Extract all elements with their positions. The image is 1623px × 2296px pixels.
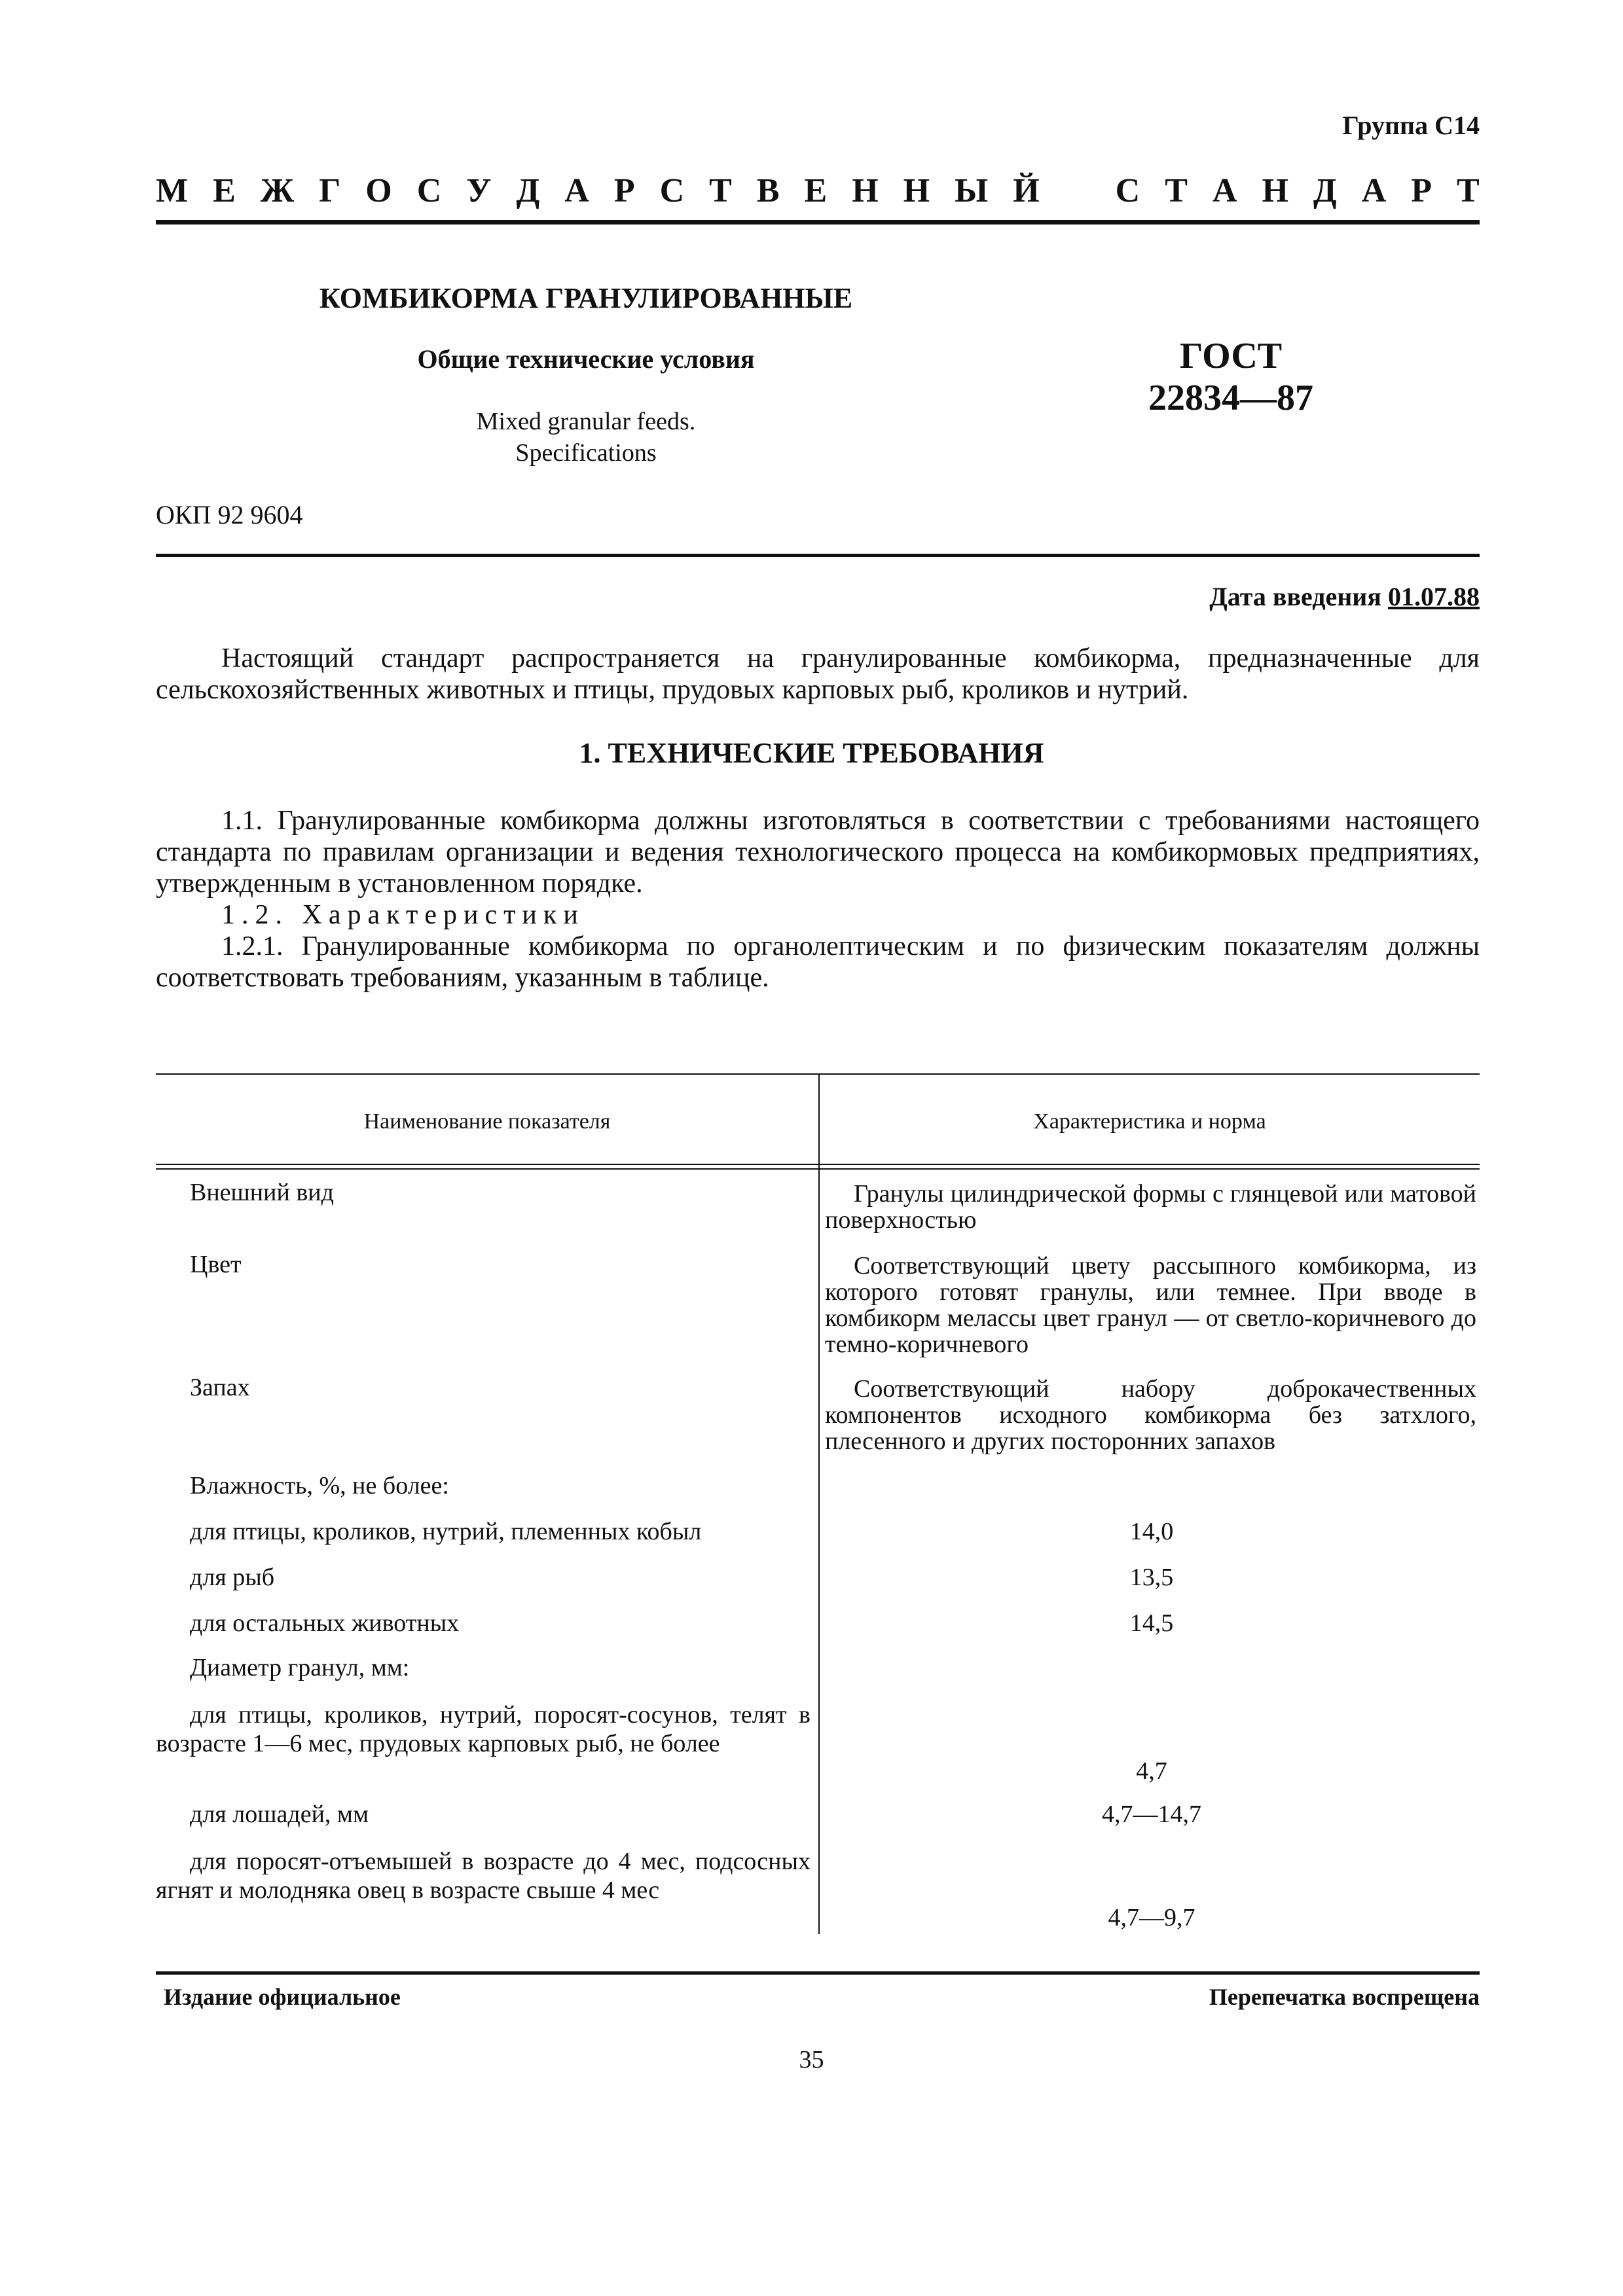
banner-letter: Н	[1262, 172, 1288, 209]
banner-letter: Д	[516, 172, 540, 209]
banner-letter: Т	[1165, 172, 1188, 209]
intro-paragraph: Настоящий стандарт распространяется на гранулированные комбикорма, предназначенные для сельскохозяйственных животных и птицы, прудовых карповых рыб, кроликов и нутрий.	[156, 643, 1480, 705]
banner-letter: У	[466, 172, 492, 209]
official-edition: Издание официальное	[164, 1984, 401, 2010]
footer-rule	[156, 1971, 1480, 1975]
table-row-name: для лошадей, мм	[190, 1801, 369, 1828]
banner-letter: Д	[1313, 172, 1337, 209]
table-row-value: 13,5	[1129, 1564, 1174, 1591]
date-label: Дата введения	[1209, 582, 1381, 611]
banner-letter: Н	[903, 172, 930, 209]
banner-letter: Е	[213, 172, 236, 209]
banner-letter: Н	[852, 172, 879, 209]
gost-number: 22834—87	[1148, 378, 1313, 418]
english-title-line: Mixed granular feeds.	[476, 408, 696, 435]
banner-letter: А	[1212, 172, 1237, 209]
table-row-name: Запах	[190, 1374, 250, 1401]
banner-letter: А	[564, 172, 589, 209]
table-row-name: Диаметр гранул, мм:	[190, 1654, 410, 1681]
document-title: КОМБИКОРМА ГРАНУЛИРОВАННЫЕ	[319, 282, 853, 314]
gost-label: ГОСТ	[1179, 336, 1283, 376]
table-row-value: Соответствующий цвету рассыпного комбикорма, из которого готовят гранулы, или темнее. При вводе в комбикорм мелассы цвет гранул — от светло-коричневого до темно-коричневого	[825, 1252, 1476, 1358]
banner-letter: М	[156, 172, 189, 209]
table-row-value: 14,5	[1129, 1609, 1174, 1637]
gost-designation	[1087, 335, 1375, 419]
section-heading: 1. ТЕХНИЧЕСКИЕ ТРЕБОВАНИЯ	[579, 737, 1044, 769]
clause-1-1: 1.1. Гранулированные комбикорма должны изготовляться в соответствии с требованиями настоящего стандарта по правилам организации и ведения технологического процесса на комбикормовых предприятиях, утвержденным в установленном порядке.	[156, 806, 1480, 899]
english-title	[0, 406, 1172, 469]
title-rule	[156, 554, 1480, 557]
banner-letter: С	[659, 172, 685, 209]
clause-1-2: 1.2. Характеристики	[221, 900, 585, 930]
banner-letter: В	[756, 172, 780, 209]
banner-letter: С	[416, 172, 442, 209]
table-header-rule	[156, 1168, 1480, 1170]
banner-letter: Т	[1457, 172, 1480, 209]
table-header-rule	[156, 1164, 1480, 1165]
table-row-name: для рыб	[190, 1564, 275, 1591]
table-row-value: 4,7	[1136, 1757, 1167, 1785]
banner-letter: С	[1115, 172, 1140, 209]
okp-code: ОКП 92 9604	[156, 500, 303, 529]
table-row-value: Гранулы цилиндрической формы с глянцевой или матовой поверхностью	[825, 1180, 1476, 1234]
banner-letter: Р	[1411, 172, 1432, 209]
banner-letter: Р	[613, 172, 635, 209]
banner-letter: Ж	[260, 172, 295, 209]
date-value: 01.07.88	[1388, 582, 1480, 611]
table-row-name: для птицы, кроликов, нутрий, поросят-сосунов, телят в возрасте 1—6 мес, прудовых карповых рыб, не более	[156, 1701, 811, 1757]
table-row-value: Соответствующий набору доброкачественных компонентов исходного комбикорма без затхлого, плесенного и других посторонних запахов	[825, 1375, 1476, 1455]
group-code: Группа С14	[1342, 111, 1480, 140]
standard-banner	[156, 171, 1480, 210]
page-number: 35	[799, 2046, 824, 2073]
banner-letter: Т	[709, 172, 732, 209]
banner-gap	[1065, 171, 1091, 210]
banner-letter: Ы	[955, 172, 989, 209]
table-row-name: для поросят-отъемышей в возрасте до 4 мес, подсосных ягнят и молодняка овец в возрасте свыше 4 мес	[156, 1848, 811, 1904]
reprint-prohibited: Перепечатка воспрещена	[1209, 1984, 1480, 2010]
table-top-rule	[156, 1073, 1480, 1075]
table-column-divider	[818, 1073, 820, 1934]
table-row-value: 4,7—14,7	[1102, 1801, 1201, 1828]
table-row-value: 4,7—9,7	[1108, 1904, 1195, 1931]
table-header-value: Характеристика и норма	[1033, 1109, 1266, 1134]
table-row-name: Влажность, %, не более:	[190, 1472, 449, 1499]
table-row-name: Внешний вид	[190, 1179, 334, 1206]
table-row-name: для остальных животных	[190, 1609, 460, 1637]
document-subtitle: Общие технические условия	[417, 344, 755, 374]
table-header-name: Наименование показателя	[363, 1109, 611, 1134]
table-row-value: 14,0	[1129, 1518, 1174, 1545]
table-row-name: Цвет	[190, 1251, 242, 1278]
introduction-date	[1209, 581, 1480, 612]
table-row-name: для птицы, кроликов, нутрий, племенных кобыл	[190, 1518, 702, 1545]
banner-letter: А	[1361, 172, 1387, 209]
english-title-line: Specifications	[515, 439, 657, 467]
banner-letter: О	[365, 172, 392, 209]
clause-1-2-1: 1.2.1. Гранулированные комбикорма по органолептическим и по физическим показателям должны соответствовать требованиям, указанным в таблице.	[156, 931, 1480, 993]
banner-letter: Й	[1013, 172, 1040, 209]
banner-rule	[156, 220, 1480, 224]
banner-letter: Г	[319, 172, 341, 209]
banner-letter: Е	[804, 172, 828, 209]
